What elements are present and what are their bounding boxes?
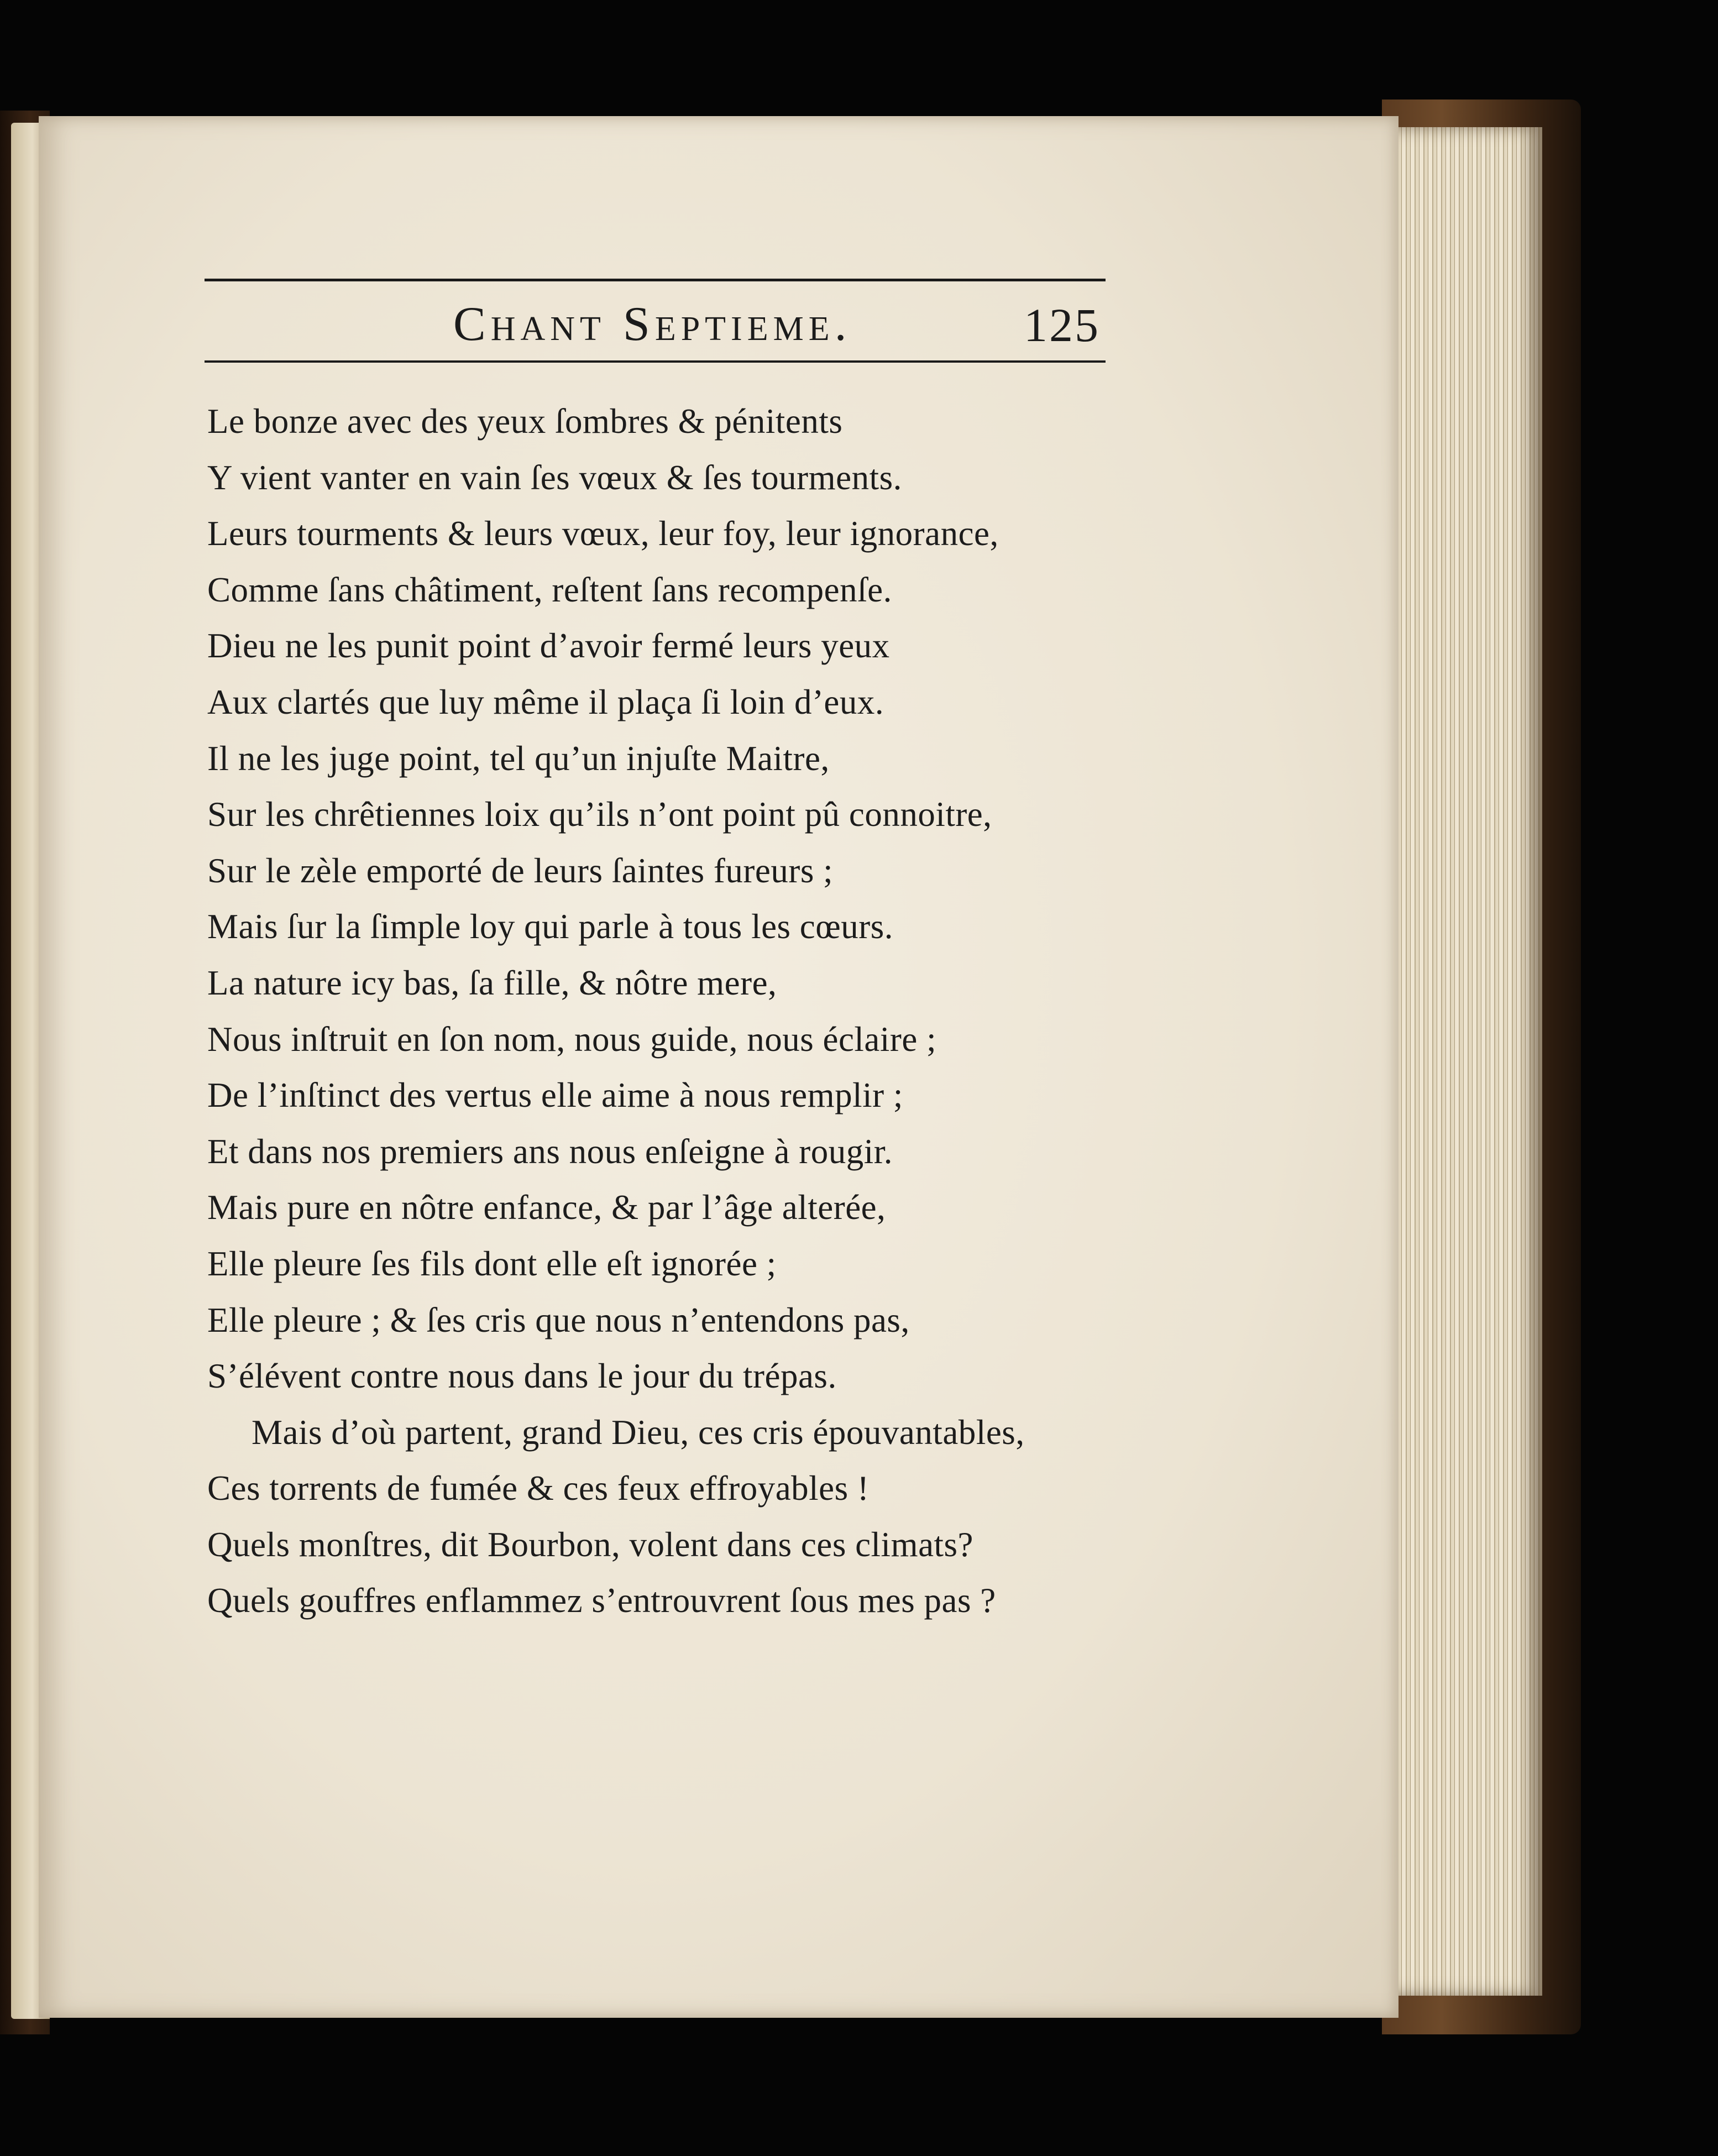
verse-line: Et dans nos premiers ans nous enſeigne à rougir. — [207, 1132, 893, 1171]
verse-line: Dieu ne les punit point d’avoir fermé leurs yeux — [207, 626, 890, 666]
page-number: 125 — [1024, 299, 1100, 352]
verse-line: Aux clartés que luy même il plaça ſi loin d’eux. — [207, 682, 884, 721]
verse-line: Il ne les juge point, tel qu’un injuſte Maitre, — [207, 739, 830, 778]
verse-block — [207, 394, 1119, 1629]
verse-line: Elle pleure ſes fils dont elle eſt ignorée ; — [207, 1244, 777, 1283]
verse-line: Elle pleure ; & ſes cris que nous n’entendons pas, — [207, 1300, 910, 1339]
verse-line: S’élévent contre nous dans le jour du trépas. — [207, 1357, 837, 1396]
verse-line: Le bonze avec des yeux ſombres & pénitents — [207, 402, 843, 441]
verse-line: De l’inſtinct des vertus elle aime à nous remplir ; — [207, 1076, 903, 1115]
verse-line: Sur les chrêtiennes loix qu’ils n’ont point pû connoitre, — [207, 795, 992, 834]
verse-line: Mais d’où partent, grand Dieu, ces cris épouvantables, — [252, 1412, 1025, 1452]
verse-line: Comme ſans châtiment, reſtent ſans recompenſe. — [207, 570, 892, 609]
page-stack-edge — [1393, 127, 1542, 1996]
verse-line: Ces torrents de fumée & ces feux effroyables ! — [207, 1469, 870, 1508]
head-rule-bottom — [205, 360, 1106, 363]
verse-line: Quels monſtres, dit Bourbon, volent dans ces climats? — [207, 1525, 974, 1564]
verse-line: Y vient vanter en vain ſes vœux & ſes tourments. — [207, 458, 902, 497]
verse-line: Sur le zèle emporté de leurs ſaintes fureurs ; — [207, 851, 834, 890]
verse-line: Nous inſtruit en ſon nom, nous guide, nous éclaire ; — [207, 1019, 937, 1059]
verse-line: Quels gouffres enflammez s’entrouvrent ſous mes pas ? — [207, 1581, 996, 1620]
verse-line: Leurs tourments & leurs vœux, leur foy, leur ignorance, — [207, 514, 999, 553]
running-head — [205, 290, 1106, 356]
verse-line: Mais pure en nôtre enfance, & par l’âge alterée, — [207, 1188, 886, 1227]
verse-line: Mais ſur la ſimple loy qui parle à tous les cœurs. — [207, 907, 894, 946]
verse-line: La nature icy bas, ſa fille, & nôtre mere, — [207, 963, 777, 1002]
head-rule-top — [205, 279, 1106, 281]
chapter-title: Chant Septieme. — [453, 297, 852, 351]
